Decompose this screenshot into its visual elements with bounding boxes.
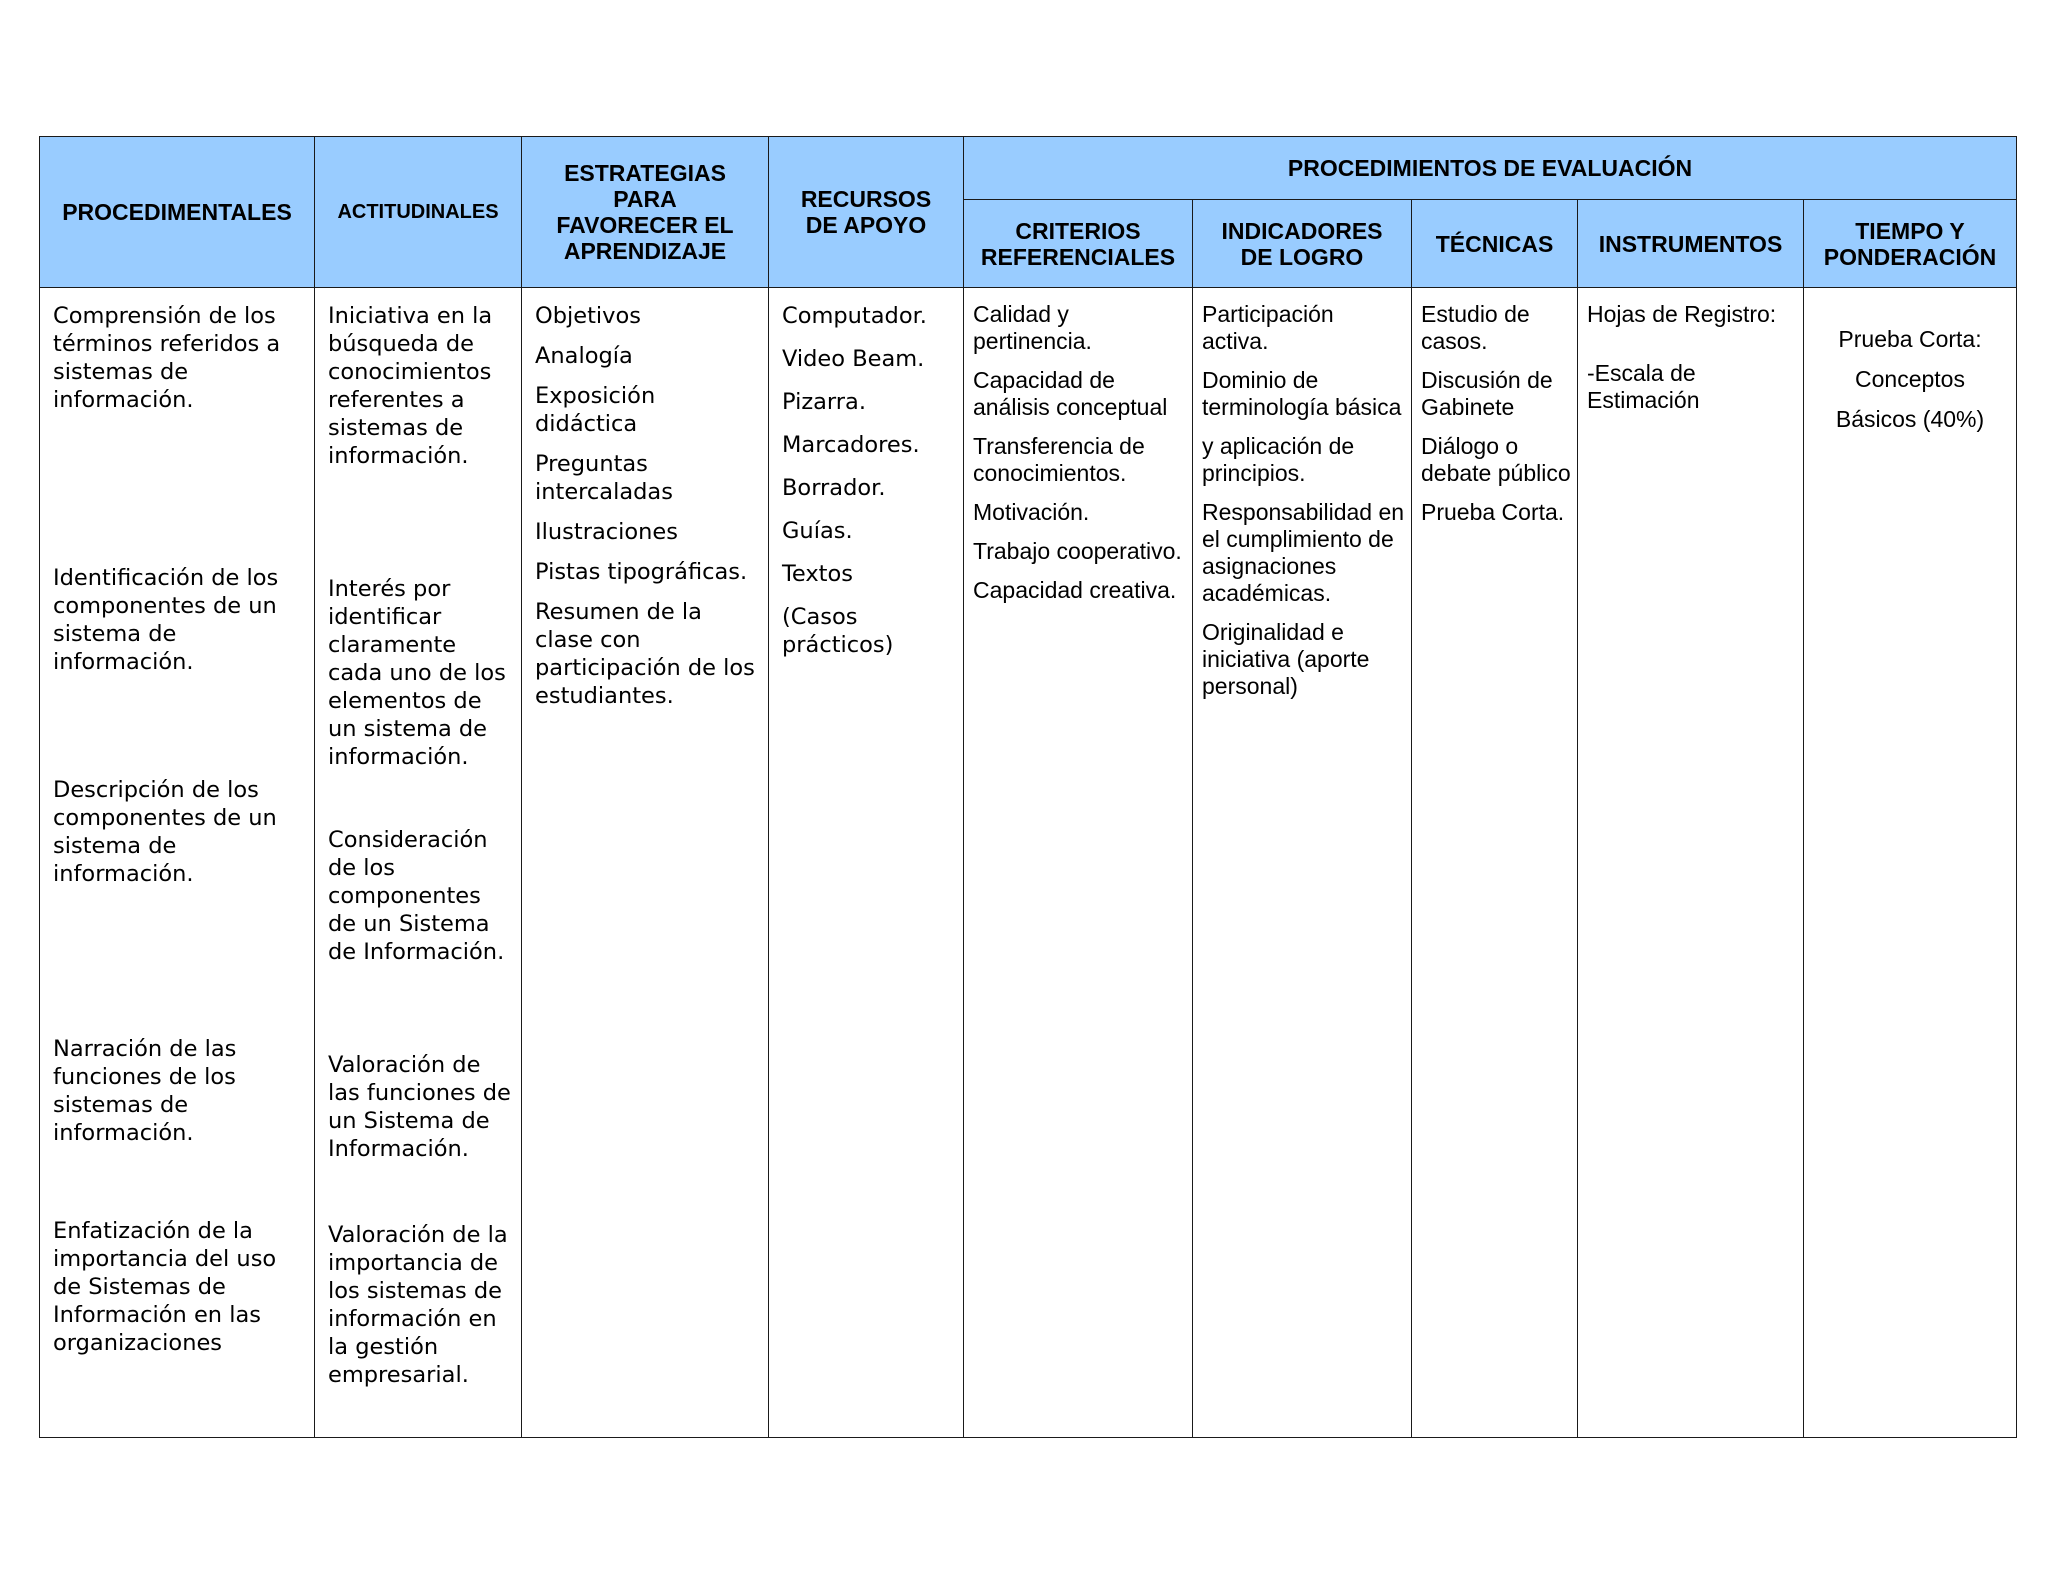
recurso-item: Borrador.	[782, 475, 886, 501]
tiempo-item: Conceptos	[1855, 366, 1965, 392]
header-estrategias-line: ESTRATEGIAS	[564, 160, 726, 186]
cell-criterios	[964, 288, 1193, 1438]
indicador-item: Dominio de terminología básica	[1202, 367, 1402, 420]
header-indicadores-line: INDICADORES	[1221, 217, 1383, 244]
indicador-item: Originalidad e iniciativa (aporte personal)	[1202, 619, 1370, 699]
procedimental-item: Descripción de los componentes de un sistema de información.	[53, 777, 277, 887]
header-estrategias-line: PARA	[613, 186, 677, 212]
cell-procedimentales	[40, 288, 315, 1438]
estrategia-item: Exposición didáctica	[535, 383, 656, 437]
header-tiempo	[1804, 200, 2017, 288]
estrategia-item: Objetivos	[535, 303, 641, 329]
cell-actitudinales	[315, 288, 522, 1438]
recurso-item: Video Beam.	[782, 346, 925, 372]
header-indicadores-line: DE LOGRO	[1240, 243, 1364, 270]
cell-tecnicas	[1412, 288, 1578, 1438]
criterio-item: Capacidad de análisis conceptual	[973, 367, 1168, 420]
actitudinal-item: Valoración de las funciones de un Sistema de Información.	[328, 1052, 511, 1162]
header-row-top	[40, 137, 2017, 200]
cell-instrumentos	[1578, 288, 1804, 1438]
procedimental-item: Enfatización de la importancia del uso de Sistemas de Información en las organizaciones	[53, 1218, 277, 1356]
header-recursos	[769, 137, 964, 288]
tiempo-item: Prueba Corta:	[1838, 326, 1982, 352]
header-tiempo-line: TIEMPO Y	[1855, 217, 1965, 244]
criterio-item: Calidad y pertinencia.	[973, 301, 1092, 354]
recurso-item: Computador.	[782, 303, 927, 329]
header-tiempo-line: PONDERACIÓN	[1823, 243, 1997, 270]
indicador-item: Responsabilidad en el cumplimiento de asignaciones académicas.	[1202, 499, 1405, 606]
criterio-item: Motivación.	[973, 499, 1090, 525]
header-recursos-line: DE APOYO	[805, 212, 927, 238]
recurso-item: (Casos prácticos)	[782, 604, 894, 658]
header-criterios-line: CRITERIOS	[1015, 217, 1141, 244]
estrategia-item: Preguntas intercaladas	[535, 451, 673, 505]
header-criterios-line: REFERENCIALES	[980, 243, 1176, 270]
header-recursos-line: RECURSOS	[800, 186, 932, 212]
actitudinal-item: Interés por identificar claramente cada uno de los elementos de un sistema de información.	[328, 576, 506, 770]
procedimental-item: Narración de las funciones de los sistemas de información.	[53, 1036, 237, 1146]
estrategia-item: Analogía	[535, 343, 633, 369]
header-procedimentales: PROCEDIMENTALES	[40, 137, 315, 288]
header-estrategias	[522, 137, 769, 288]
cell-estrategias	[522, 288, 769, 1438]
tecnica-item: Prueba Corta.	[1421, 499, 1565, 525]
header-tecnicas: TÉCNICAS	[1412, 200, 1578, 288]
recurso-item: Guías.	[782, 518, 853, 544]
content-row	[40, 288, 2017, 1438]
header-criterios	[964, 200, 1193, 288]
instrumento-item: Hojas de Registro:	[1587, 301, 1777, 327]
actitudinal-item: Valoración de la importancia de los sistemas de información en la gestión empresarial.	[328, 1222, 508, 1388]
indicador-item: y aplicación de principios.	[1202, 433, 1355, 486]
header-instrumentos: INSTRUMENTOS	[1578, 200, 1804, 288]
criterio-item: Trabajo cooperativo.	[973, 538, 1182, 564]
estrategia-item: Ilustraciones	[535, 519, 678, 545]
procedimental-item: Identificación de los componentes de un sistema de información.	[53, 565, 279, 675]
criterio-item: Capacidad creativa.	[973, 577, 1177, 603]
instrumento-item: -Escala de Estimación	[1587, 360, 1700, 413]
cell-recursos	[769, 288, 964, 1438]
procedimental-item: Comprensión de los términos referidos a sistemas de información.	[53, 303, 281, 413]
header-estrategias-line: APRENDIZAJE	[563, 238, 727, 264]
cell-indicadores	[1193, 288, 1412, 1438]
recurso-item: Pizarra.	[782, 389, 866, 415]
tiempo-item: Básicos (40%)	[1835, 406, 1985, 432]
header-procedimientos-evaluacion: PROCEDIMIENTOS DE EVALUACIÓN	[964, 137, 2017, 200]
estrategia-item: Resumen de la clase con participación de los estudiantes.	[535, 599, 755, 709]
actitudinal-item: Consideración de los componentes de un Sistema de Información.	[328, 827, 505, 965]
criterio-item: Transferencia de conocimientos.	[973, 433, 1145, 486]
recurso-item: Marcadores.	[782, 432, 920, 458]
estrategia-item: Pistas tipográficas.	[535, 559, 748, 585]
tecnica-item: Diálogo o debate público	[1421, 433, 1571, 486]
evaluation-plan-table	[39, 136, 2017, 1438]
actitudinal-item: Iniciativa en la búsqueda de conocimientos referentes a sistemas de información.	[328, 303, 493, 469]
indicador-item: Participación activa.	[1202, 301, 1334, 354]
cell-tiempo	[1804, 288, 2017, 1438]
header-indicadores	[1193, 200, 1412, 288]
header-estrategias-line: FAVORECER EL	[556, 212, 734, 238]
tecnica-item: Estudio de casos.	[1421, 301, 1530, 354]
header-actitudinales: ACTITUDINALES	[315, 137, 522, 288]
recurso-item: Textos	[782, 561, 853, 587]
tecnica-item: Discusión de Gabinete	[1421, 367, 1553, 420]
